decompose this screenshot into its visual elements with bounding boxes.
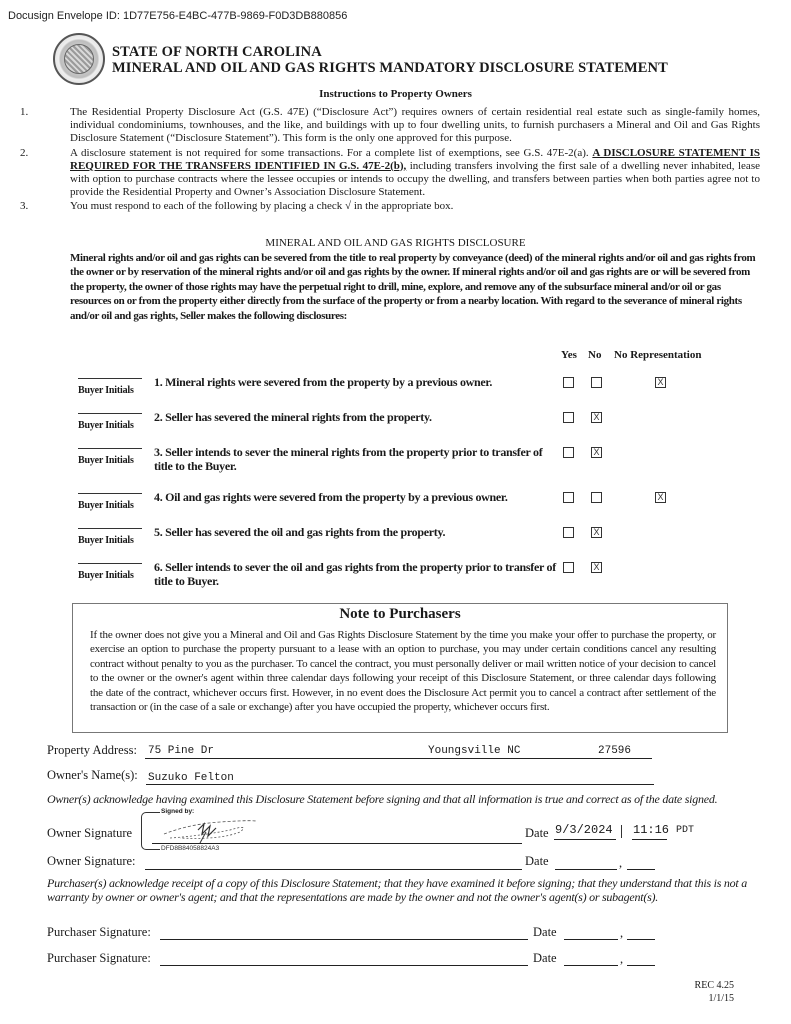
signature-id-connector	[151, 849, 160, 850]
purchaser-signature-label-2: Purchaser Signature:	[47, 951, 151, 965]
property-street-value: 75 Pine Dr	[148, 745, 215, 757]
purchaser-date-field-2[interactable]	[564, 952, 618, 966]
instruction-number: 2.	[20, 146, 29, 159]
owner-signature-label-2: Owner Signature:	[47, 854, 136, 868]
buyer-initials-label: Buyer Initials	[78, 570, 134, 581]
no-checkbox[interactable]	[591, 492, 602, 503]
purchaser-date-label-2: Date	[533, 951, 557, 965]
property-city-state-value: Youngsville NC	[428, 745, 521, 757]
buyer-initials-field[interactable]	[78, 563, 142, 564]
purchaser-acknowledgement: Purchaser(s) acknowledge receipt of a copy of this Disclosure Statement; that they have examined it before signing; that they understand that this is not a warranty by owner or owner's agent; and that the representations are made by the owner and not the owner's agent(s) or subagent(s).	[47, 876, 747, 904]
yes-checkbox[interactable]	[563, 527, 574, 538]
owner-signature-field-1[interactable]	[152, 830, 522, 844]
note-text: If the owner does not give you a Mineral and Oil and Gas Rights Disclosure Statement by the time you make your offer to purchase the property, or exercise an option to purchase the property pursuant to a lease with an option to purchase, you may under certain conditions cancel any resulting contract without penalty to you as the purchaser. To cancel the contract, you must personally deliver or mail written notice of your decision to cancel to the owner or the owner's agent within three calendar days following your receipt of this Disclosure Statement, or three calendar days following the date of the contract, whichever occurs first. However, in no event does the Disclosure Act permit you to cancel a contract after settlement of the transaction or (in the case of a sale or exchange) after you have occupied the property, whichever occurs first.	[90, 629, 716, 714]
owner-date-field-2[interactable]	[555, 856, 617, 870]
property-address-label: Property Address:	[47, 743, 137, 757]
date-time-divider	[621, 825, 622, 838]
owner-time-value: 11:16	[633, 823, 670, 837]
owner-timezone-value: PDT	[676, 825, 695, 836]
signed-by-connector	[151, 812, 160, 813]
question-text: 2. Seller has severed the mineral rights from the property.	[154, 410, 432, 424]
no-representation-checkbox[interactable]: X	[655, 377, 666, 388]
purchaser-signature-field-1[interactable]	[160, 926, 528, 940]
disclosure-question-1	[70, 375, 760, 409]
question-text: 3. Seller intends to sever the mineral rights from the property prior to transfer of title to the Buyer.	[154, 445, 543, 473]
disclosure-paragraph: Mineral rights and/or oil and gas rights can be severed from the title to real property by conveyance (deed) of the mineral rights and/or oil and gas rights from the owner or by reservation of the mineral rights and/or oil and gas rights by the owner. If mineral rights and/or oil and gas rights are or will be severed from the property, the owner of those rights may have the perpetual right to drill, mine, explore, and remove any of the subsurface mineral and/or oil or gas resources on or from the property either directly from the surface of the property or from a nearby location. With regard to the severance of mineral rights and/or oil and gas rights, Seller makes the following disclosures:	[70, 252, 756, 322]
instruction-item	[20, 147, 760, 200]
instruction-number: 3.	[20, 200, 29, 213]
property-address-row	[47, 743, 137, 758]
title-line-2: MINERAL AND OIL AND GAS RIGHTS MANDATORY DISCLOSURE STATEMENT	[112, 60, 668, 76]
buyer-initials-label: Buyer Initials	[78, 420, 134, 431]
owner-signature-field-2[interactable]	[145, 856, 522, 870]
property-address-field[interactable]	[145, 745, 652, 759]
note-to-purchasers-box	[72, 603, 728, 733]
disclosure-question-2	[70, 410, 760, 444]
question-text: 4. Oil and gas rights were severed from the property by a previous owner.	[154, 490, 508, 504]
owner-signature-label: Owner Signature	[47, 826, 133, 840]
disclosure-question-3	[70, 445, 760, 479]
column-header-no: No	[588, 349, 602, 361]
purchaser-signature-label-1: Purchaser Signature:	[47, 925, 151, 939]
no-checkbox[interactable]	[591, 377, 602, 388]
owner-date-label-1: Date	[525, 826, 549, 840]
yes-checkbox[interactable]	[563, 447, 574, 458]
disclosure-question-4	[70, 490, 760, 524]
no-representation-checkbox[interactable]: X	[655, 492, 666, 503]
owner-acknowledgement: Owner(s) acknowledge having examined this Disclosure Statement before signing and that all information is true and correct as of the date signed.	[47, 792, 718, 806]
note-title: Note to Purchasers	[339, 606, 461, 622]
no-checkbox[interactable]: X	[591, 447, 602, 458]
owner-date-value: 9/3/2024	[555, 823, 613, 837]
yes-checkbox[interactable]	[563, 377, 574, 388]
buyer-initials-field[interactable]	[78, 378, 142, 379]
purchaser-year-field-2[interactable]	[627, 952, 655, 966]
date-separator: ,	[619, 856, 623, 870]
instruction-number: 1.	[20, 106, 29, 118]
buyer-initials-label: Buyer Initials	[78, 385, 134, 396]
no-checkbox[interactable]: X	[591, 562, 602, 573]
form-date: 1/1/15	[708, 993, 734, 1004]
buyer-initials-field[interactable]	[78, 493, 142, 494]
yes-checkbox[interactable]	[563, 492, 574, 503]
envelope-id: Docusign Envelope ID: 1D77E756-E4BC-477B-9869-F0D3DB880856	[8, 10, 348, 22]
disclosure-question-5	[70, 525, 760, 559]
date-separator: ,	[620, 926, 624, 940]
yes-checkbox[interactable]	[563, 412, 574, 423]
instruction-text-part: A disclosure statement is not required for some transactions. For a complete list of exemptions, see G.S. 47E-2(a).	[70, 146, 593, 159]
docusign-signature-bracket	[141, 812, 151, 850]
document-title	[112, 44, 668, 76]
state-seal-icon	[53, 33, 105, 85]
question-text: 6. Seller intends to sever the oil and gas rights from the property prior to transfer of title to Buyer.	[154, 560, 556, 588]
instruction-item	[20, 200, 760, 213]
question-text: 5. Seller has severed the oil and gas rights from the property.	[154, 525, 446, 539]
purchaser-signature-field-2[interactable]	[160, 952, 528, 966]
instructions-heading: Instructions to Property Owners	[319, 88, 472, 100]
instruction-text-part: including transfers involving the first sale of a dwelling never inhabited, lease with option to purchase contracts where the lessee occupies or intends to occupy the dwelling, and transfers between parties when both parties agree not to provide the Residential Property and Owner’s Association Disclosure Statement.	[70, 159, 760, 199]
property-zip-value: 27596	[598, 745, 632, 757]
owner-name-row	[47, 768, 138, 783]
owner-name-value: Suzuko Felton	[148, 772, 234, 784]
form-code: REC 4.25	[694, 980, 734, 991]
form-footer	[695, 979, 734, 1005]
yes-checkbox[interactable]	[563, 562, 574, 573]
signature-id: DFD8B84058824A3	[161, 845, 220, 852]
instruction-text: You must respond to each of the following by placing a check √ in the appropriate box.	[70, 200, 454, 213]
buyer-initials-field[interactable]	[78, 448, 142, 449]
column-header-no-representation: No Representation	[614, 349, 702, 361]
question-text: 1. Mineral rights were severed from the property by a previous owner.	[154, 375, 493, 389]
column-header-yes: Yes	[561, 349, 577, 361]
instruction-text: The Residential Property Disclosure Act (G.S. 47E) (“Disclosure Act”) requires owners of certain residential real estate such as single-family homes, individual condominiums, townhouses, and the like, and buildings with up to four dwelling units, to furnish purchasers a Mineral and Oil and Gas Rights Disclosure Statement (“Disclosure Statement”). This form is the only one approved for this purpose.	[70, 106, 760, 145]
title-line-1: STATE OF NORTH CAROLINA	[112, 44, 322, 60]
instructions-list	[20, 106, 760, 215]
owner-year-field-2[interactable]	[627, 856, 655, 870]
no-checkbox[interactable]: X	[591, 412, 602, 423]
no-checkbox[interactable]: X	[591, 527, 602, 538]
purchaser-date-field-1[interactable]	[564, 926, 618, 940]
purchaser-year-field-1[interactable]	[627, 926, 655, 940]
buyer-initials-label: Buyer Initials	[78, 535, 134, 546]
required-transfers-notice: A DISCLOSURE STATEMENT IS REQUIRED FOR THE TRANSFERS IDENTIFIED IN G.S. 47E-2(b),	[70, 146, 761, 172]
date-separator: ,	[620, 952, 624, 966]
instruction-text	[70, 147, 760, 200]
owner-date-label-2: Date	[525, 854, 549, 868]
buyer-initials-field[interactable]	[78, 528, 142, 529]
instruction-item	[20, 106, 760, 146]
signed-by-label: Signed by:	[161, 808, 195, 815]
purchaser-date-label-1: Date	[533, 925, 557, 939]
buyer-initials-label: Buyer Initials	[78, 455, 134, 466]
disclosure-question-6	[70, 560, 760, 594]
buyer-initials-field[interactable]	[78, 413, 142, 414]
buyer-initials-label: Buyer Initials	[78, 500, 134, 511]
owner-name-label: Owner's Name(s):	[47, 768, 138, 782]
disclosure-heading: MINERAL AND OIL AND GAS RIGHTS DISCLOSURE	[265, 237, 526, 249]
